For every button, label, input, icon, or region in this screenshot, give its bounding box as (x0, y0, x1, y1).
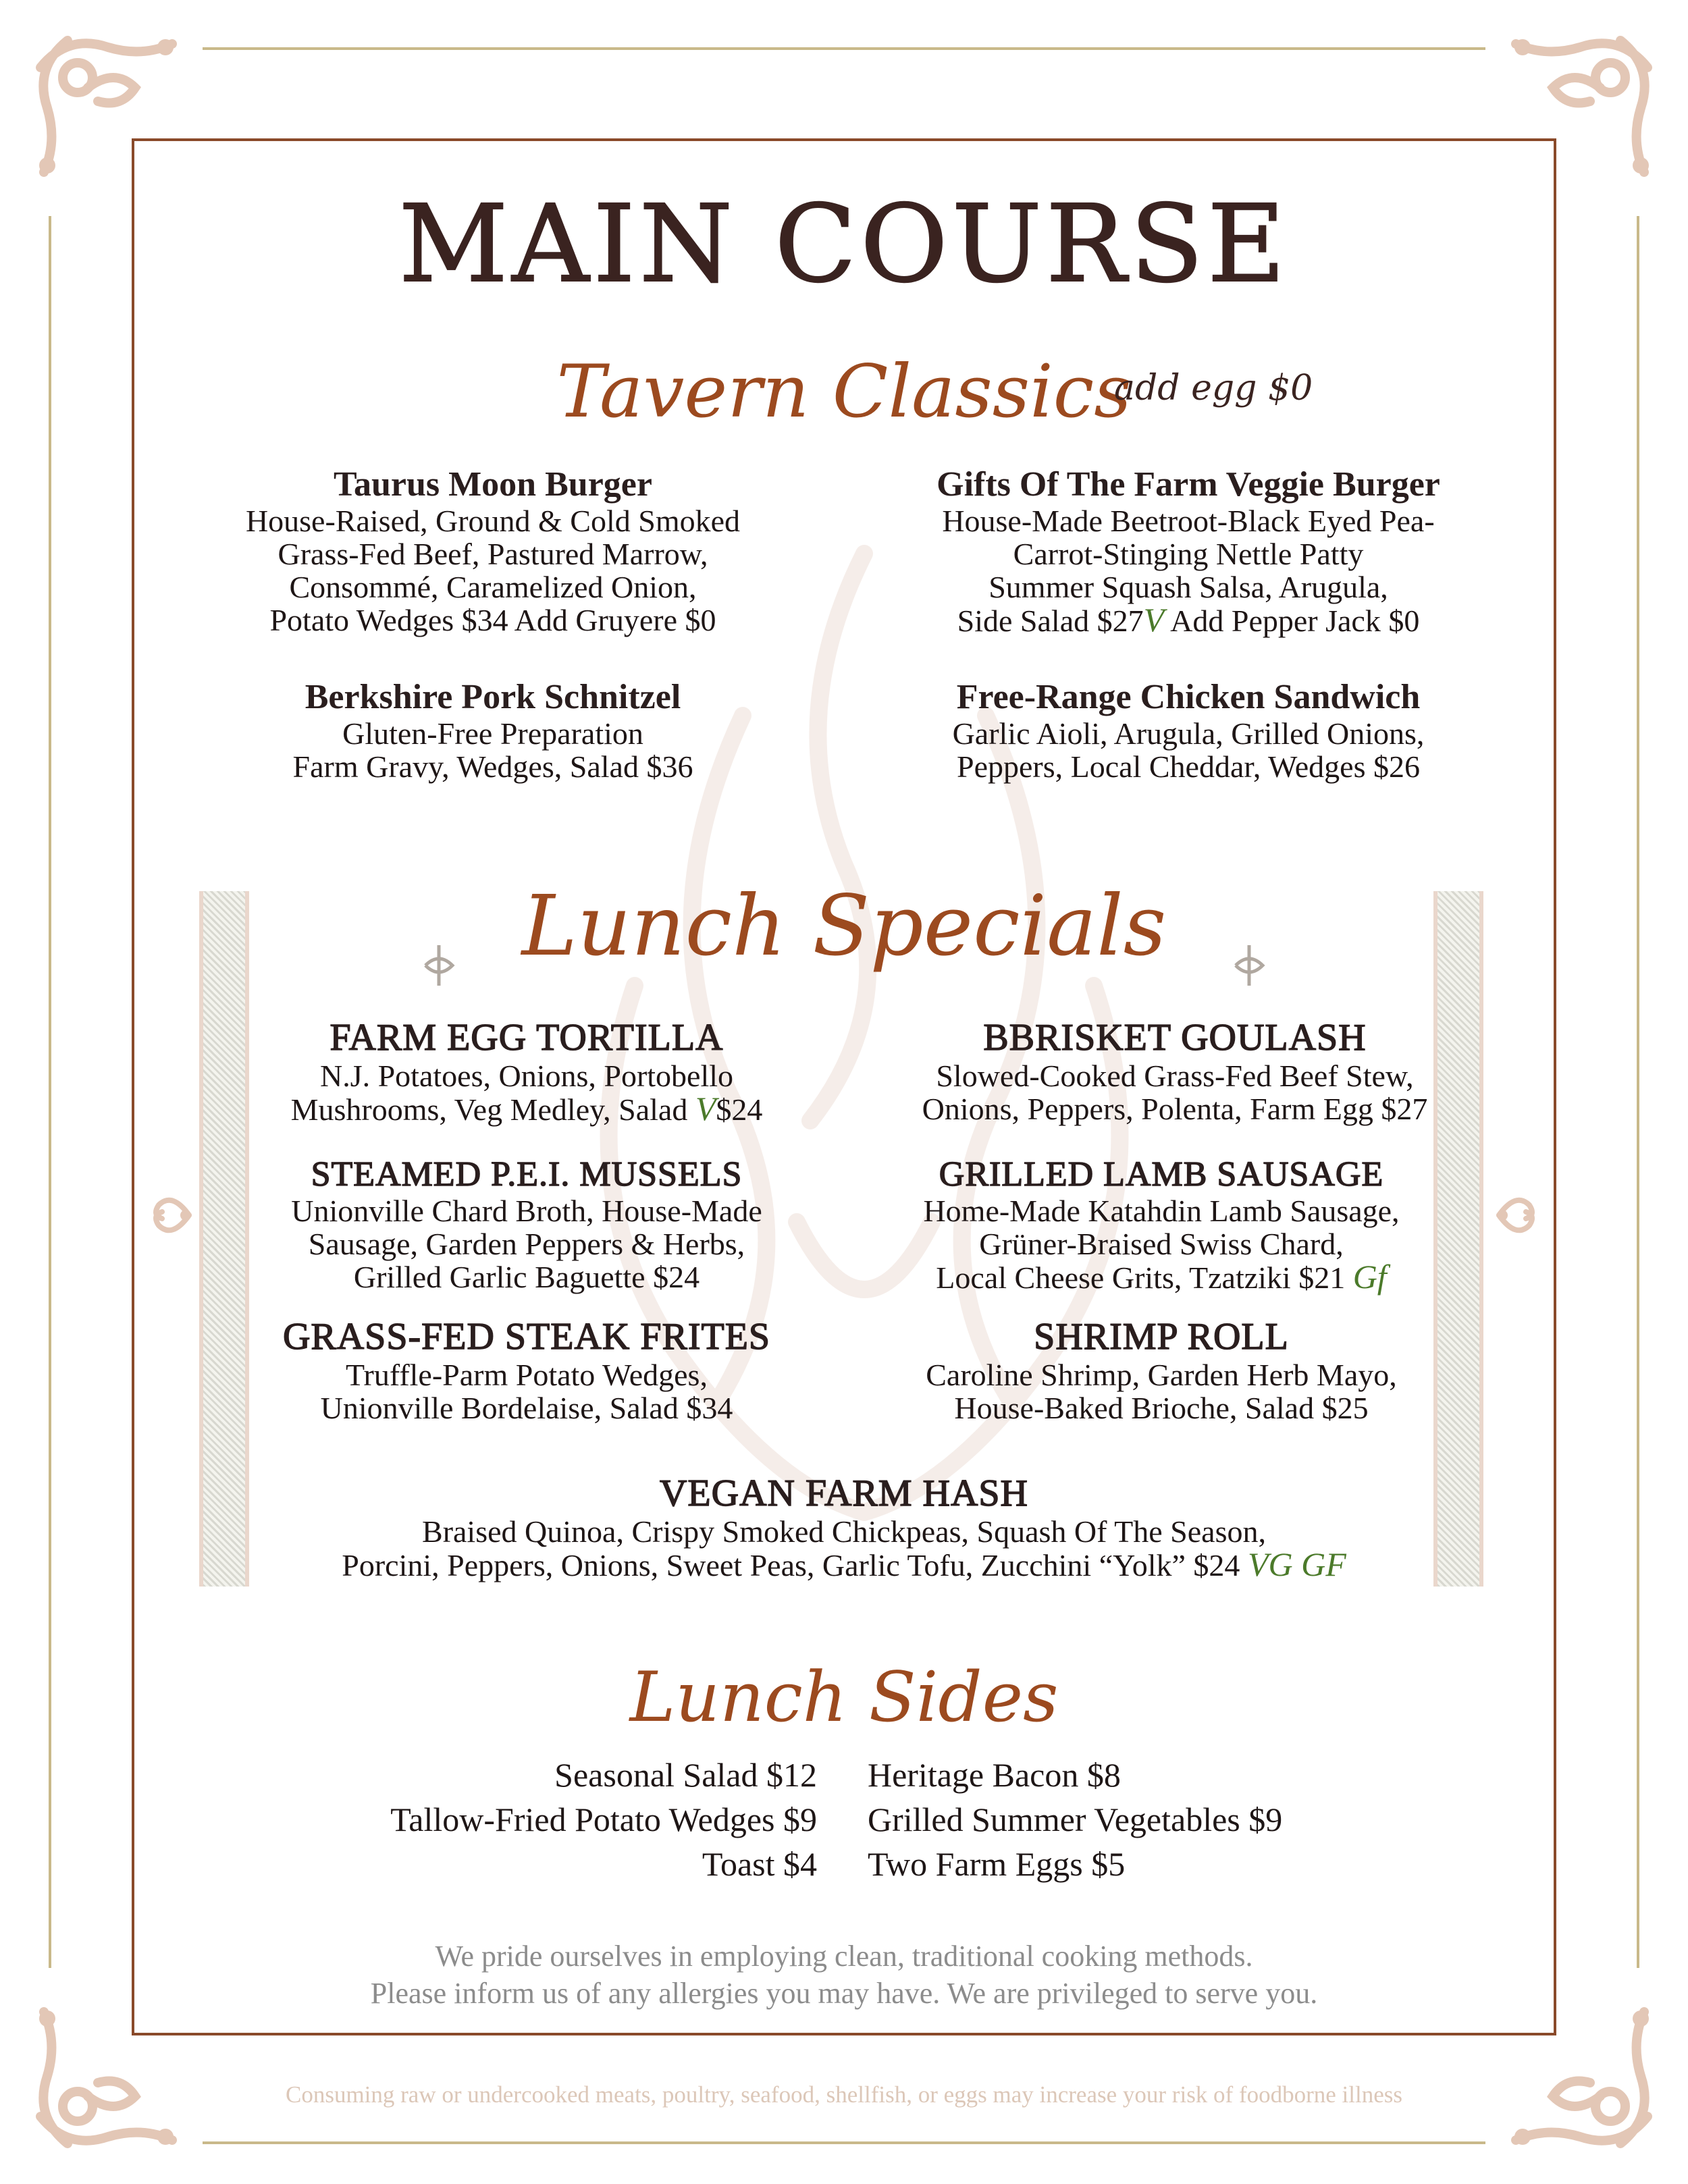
item-price-text: Porcini, Peppers, Onions, Sweet Peas, Garlic Tofu, Zucchini “Yolk” $24 (342, 1548, 1240, 1582)
corner-flourish-icon (1499, 27, 1661, 189)
item-price-text: Side Salad $27 (957, 604, 1144, 638)
item-name: Taurus Moon Burger (334, 465, 652, 504)
item-desc-line (824, 1260, 1499, 1294)
vegetarian-mark: V (695, 1090, 716, 1127)
item-desc-line: Gluten-Free Preparation (342, 716, 643, 751)
outer-frame-top-rule (203, 47, 1485, 50)
item-name: SHRIMP ROLL (1034, 1316, 1289, 1358)
side-item: Two Farm Eggs $5 (868, 1845, 1126, 1883)
item-name: GRILLED LAMB SAUSAGE (939, 1155, 1384, 1194)
item-desc-line: Slowed-Cooked Grass-Fed Beef Stew, (936, 1059, 1414, 1093)
menu-item (155, 464, 830, 637)
outer-frame-bottom-rule (203, 2141, 1485, 2144)
menu-item (824, 1154, 1499, 1294)
item-addon-text: Add Pepper Jack $0 (1170, 604, 1420, 638)
menu-item (189, 1315, 864, 1424)
gluten-free-mark: Gf (1352, 1258, 1387, 1296)
item-desc-line: Carrot-Stinging Nettle Patty (1013, 537, 1364, 571)
lunch-sides-heading: Lunch Sides (629, 1657, 1059, 1738)
item-desc-line: Grüner-Braised Swiss Chard, (979, 1227, 1344, 1261)
item-name: Berkshire Pork Schnitzel (305, 678, 681, 716)
item-name: STEAMED P.E.I. MUSSELS (311, 1155, 743, 1194)
add-egg-note: add egg $0 (1114, 368, 1313, 408)
side-item: Tallow-Fried Potato Wedges $9 (390, 1801, 817, 1838)
side-flourish-icon (1492, 1178, 1539, 1252)
item-desc-line: Caroline Shrimp, Garden Herb Mayo, (926, 1358, 1397, 1392)
item-desc-line: House-Raised, Ground & Cold Smoked (245, 504, 741, 538)
menu-item (189, 1016, 864, 1126)
side-item: Grilled Summer Vegetables $9 (868, 1801, 1283, 1838)
menu-item (155, 677, 830, 783)
item-desc-line: Farm Gravy, Wedges, Salad $36 (292, 749, 693, 784)
side-item: Heritage Bacon $8 (868, 1756, 1121, 1794)
item-desc-line: Summer Squash Salsa, Arugula, (988, 570, 1388, 604)
item-desc-line: Sausage, Garden Peppers & Herbs, (308, 1227, 745, 1261)
item-desc-line: Potato Wedges $34 Add Gruyere $0 (269, 603, 716, 637)
corner-flourish-icon (27, 1995, 189, 2157)
corner-flourish-icon (1499, 1995, 1661, 2157)
vegetarian-mark: V (1143, 601, 1165, 639)
item-desc-line: Consommé, Caramelized Onion, (289, 570, 697, 604)
menu-item (824, 1315, 1499, 1424)
item-desc-line: N.J. Potatoes, Onions, Portobello (319, 1059, 734, 1093)
menu-item (851, 677, 1526, 783)
side-item: Toast $4 (702, 1845, 817, 1883)
item-name: BBRISKET GOULASH (983, 1017, 1367, 1059)
item-name: FARM EGG TORTILLA (329, 1017, 724, 1059)
item-desc-line: Truffle-Parm Potato Wedges, (346, 1358, 708, 1392)
tavern-classics-heading: Tavern Classics (556, 350, 1132, 434)
corner-flourish-icon (27, 27, 189, 189)
page-title: MAIN COURSE (398, 182, 1290, 307)
menu-item (189, 1154, 864, 1294)
item-name: Gifts Of The Farm Veggie Burger (937, 465, 1440, 504)
item-addon-text: $24 (716, 1092, 763, 1127)
item-price-text: Local Cheese Grits, Tzatziki $21 (936, 1260, 1346, 1295)
menu-item (169, 1472, 1519, 1582)
item-name: VEGAN FARM HASH (659, 1472, 1028, 1514)
footer-line: We pride ourselves in employing clean, traditional cooking methods. (435, 1940, 1253, 1973)
lunch-specials-heading: Lunch Specials (521, 878, 1167, 975)
item-desc-line: Peppers, Local Cheddar, Wedges $26 (957, 749, 1420, 784)
item-desc-line: Unionville Chard Broth, House-Made (291, 1194, 762, 1228)
item-desc-line: House-Baked Brioche, Salad $25 (954, 1391, 1369, 1425)
item-desc-line: Unionville Bordelaise, Salad $34 (320, 1391, 733, 1425)
item-desc-line: House-Made Beetroot-Black Eyed Pea- (942, 504, 1435, 538)
item-desc-line: Grilled Garlic Baguette $24 (353, 1260, 700, 1294)
item-desc-line: Onions, Peppers, Polenta, Farm Egg $27 (922, 1092, 1428, 1126)
item-name: GRASS-FED STEAK FRITES (282, 1316, 771, 1358)
item-desc-line: Braised Quinoa, Crispy Smoked Chickpeas, Squash Of The Season, (422, 1514, 1266, 1549)
vegan-gluten-free-mark: VG GF (1247, 1545, 1346, 1583)
item-desc-line (189, 1092, 864, 1126)
side-item: Seasonal Salad $12 (554, 1756, 817, 1794)
footer-line: Please inform us of any allergies you may have. We are privileged to serve you. (370, 1977, 1318, 2010)
item-desc-line: Garlic Aioli, Arugula, Grilled Onions, (952, 716, 1425, 751)
item-price-text: Mushrooms, Veg Medley, Salad (290, 1092, 688, 1127)
food-safety-warning: Consuming raw or undercooked meats, poultry, seafood, shellfish, or eggs may increase your risk of foodborne illness (285, 2081, 1403, 2108)
item-desc-line: Grass-Fed Beef, Pastured Marrow, (278, 537, 708, 571)
item-desc-line (169, 1545, 1519, 1583)
item-name: Free-Range Chicken Sandwich (956, 678, 1421, 716)
item-desc-line (851, 601, 1526, 639)
item-desc-line: Home-Made Katahdin Lamb Sausage, (923, 1194, 1400, 1228)
menu-item (837, 1016, 1512, 1125)
menu-item (851, 464, 1526, 637)
footer-note (0, 1938, 1688, 2012)
